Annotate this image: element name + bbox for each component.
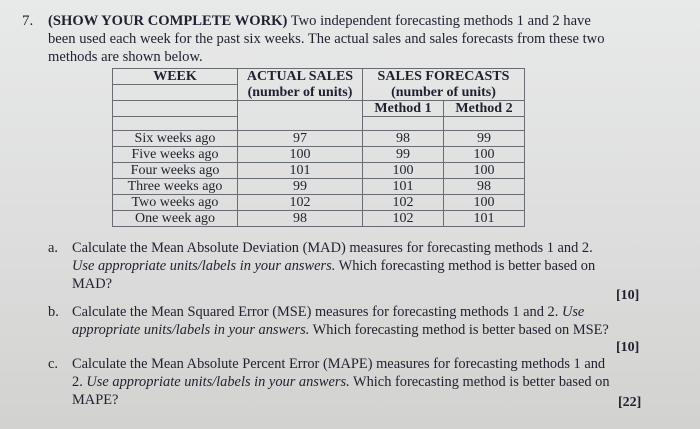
part-b-points: [10] [616,340,640,355]
part-c-line-1: Calculate the Mean Absolute Percent Error (MAPE) measures for forecasting methods 1 and [72,356,606,372]
week-cell: One week ago [113,210,238,226]
method-2-cell: 100 [444,162,525,178]
method-1-header: Method 1 [363,100,444,116]
part-c-instruction: Use appropriate units/labels in your answers. [86,374,350,390]
part-a-line-1: Calculate the Mean Absolute Deviation (MAD) measures for forecasting methods 1 and 2. [72,240,593,256]
week-cell: Six weeks ago [113,130,238,146]
table-row [113,210,525,226]
table-row [113,162,525,178]
part-a-label: a. [48,240,58,256]
method-1-cell: 102 [363,210,444,226]
part-c-question: Which forecasting method is better based on [349,374,610,390]
forecast-header: SALES FORECASTS [363,69,525,85]
week-header: WEEK [113,69,238,85]
part-a-line-3: MAD? [72,276,112,292]
actual-cell: 97 [238,130,363,146]
part-c-points: [22] [618,395,642,410]
question-line-1-text: Two independent forecasting methods 1 and 2 have [287,13,591,29]
question-heading: (SHOW YOUR COMPLETE WORK) [48,13,288,29]
part-c-number: 2. [72,374,87,390]
part-b-line-2 [72,322,609,339]
method-2-cell: 98 [444,178,525,194]
actual-cell: 101 [238,162,363,178]
week-cell: Four weeks ago [113,162,238,178]
table-row [113,178,525,194]
part-c-line-3: MAPE? [72,392,119,408]
actual-cell: 98 [238,210,363,226]
part-b-line-1 [72,304,584,321]
actual-cell: 100 [238,146,363,162]
method-1-cell: 99 [363,146,444,162]
part-a-points: [10] [616,288,640,303]
table-header-row-2 [113,85,525,101]
part-c-line-2 [72,374,610,391]
method-2-cell: 99 [444,130,525,146]
method-2-cell: 100 [444,146,525,162]
week-cell: Two weeks ago [113,194,238,210]
table-row [113,194,525,210]
method-1-cell: 101 [363,178,444,194]
sales-table [112,68,525,227]
table-spacer-row [113,116,525,130]
method-2-cell: 101 [444,210,525,226]
table-header-row-1 [113,69,525,85]
week-cell: Three weeks ago [113,178,238,194]
method-1-cell: 98 [363,130,444,146]
part-b-instruction-start: Use [561,304,585,320]
method-1-cell: 102 [363,194,444,210]
actual-cell: 99 [238,178,363,194]
part-b-instruction: appropriate units/labels in your answers. [72,322,310,338]
part-b-label: b. [48,304,59,320]
actual-header: ACTUAL SALES [238,69,363,85]
week-cell: Five weeks ago [113,146,238,162]
actual-units-header: (number of units) [238,85,363,101]
part-a-question: Which forecasting method is better based on [335,258,596,274]
method-2-header: Method 2 [444,100,525,116]
question-number: 7. [22,13,34,29]
actual-cell: 102 [238,194,363,210]
table-row [113,146,525,162]
part-b-question: Which forecasting method is better based on MSE? [309,322,609,338]
part-a-instruction: Use appropriate units/labels in your answers. [72,258,336,274]
method-1-cell: 100 [363,162,444,178]
question-line-3: methods are shown below. [48,49,203,65]
part-a-line-2 [72,258,595,275]
question-line-2: been used each week for the past six weeks. The actual sales and sales forecasts from these two [48,31,605,47]
forecast-units-header: (number of units) [363,85,525,101]
part-c-label: c. [48,356,58,372]
table-header-row-3 [113,100,525,116]
part-b-text: Calculate the Mean Squared Error (MSE) measures for forecasting methods 1 and 2. [72,304,562,320]
table-row [113,130,525,146]
question-line-1 [48,13,591,30]
method-2-cell: 100 [444,194,525,210]
